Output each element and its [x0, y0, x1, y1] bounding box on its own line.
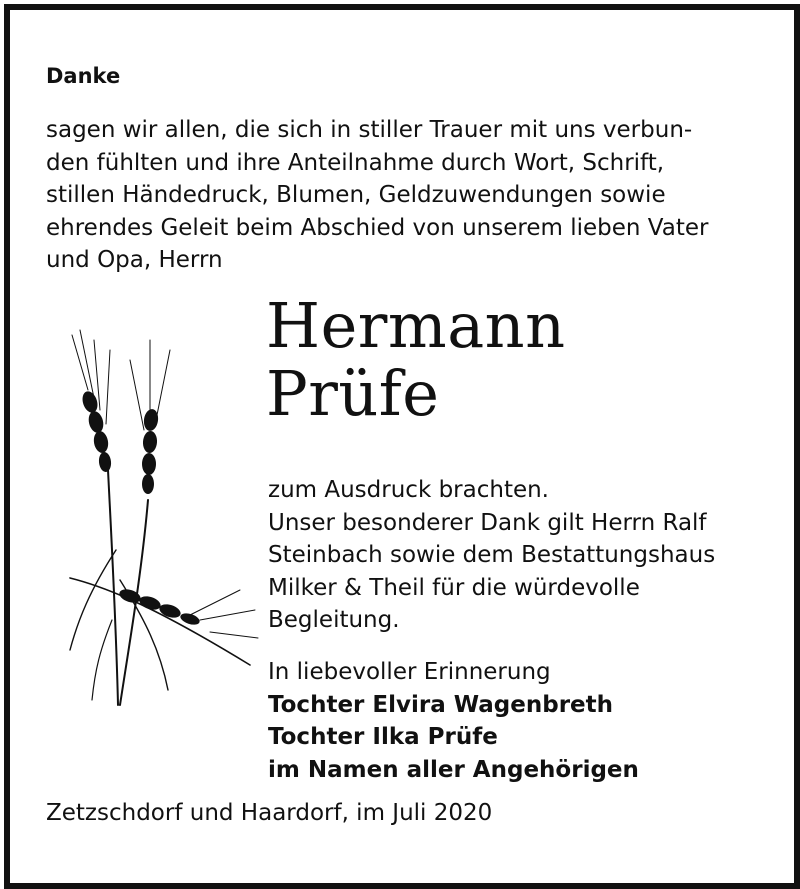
heading: Danke	[46, 64, 121, 88]
wheat-icon	[50, 320, 260, 710]
body-line: zum Ausdruck brachten.	[268, 477, 549, 503]
intro-line: ehrendes Geleit beim Abschied von unserem lieben Vater	[46, 214, 709, 241]
signatory: im Namen aller Angehörigen	[268, 756, 639, 783]
body-line: Steinbach sowie dem Bestattungshaus	[268, 542, 716, 568]
closing-line: In liebevoller Erinnerung	[268, 659, 551, 685]
first-name: Hermann	[266, 289, 566, 362]
intro-line: stillen Händedruck, Blumen, Geldzuwendungen sowie	[46, 182, 666, 208]
intro-line: sagen wir allen, die sich in stiller Trauer mit uns verbun-	[46, 117, 693, 143]
signature-block	[268, 656, 639, 786]
signatory: Tochter Elvira Wagenbreth	[268, 691, 614, 718]
body-text	[268, 474, 715, 637]
signatory: Tochter Ilka Prüfe	[268, 724, 498, 750]
body-line: Begleitung.	[268, 607, 400, 633]
intro-text	[46, 114, 776, 277]
place-date: Zetzschdorf und Haardorf, im Juli 2020	[46, 800, 493, 826]
intro-line: und Opa, Herrn	[46, 247, 223, 273]
body-line: Unser besonderer Dank gilt Herrn Ralf	[268, 509, 707, 536]
body-line: Milker & Theil für die würdevolle	[268, 574, 640, 601]
intro-line: den fühlten und ihre Anteilnahme durch Wort, Schrift,	[46, 149, 665, 176]
deceased-name	[266, 289, 566, 430]
last-name: Prüfe	[266, 357, 440, 430]
